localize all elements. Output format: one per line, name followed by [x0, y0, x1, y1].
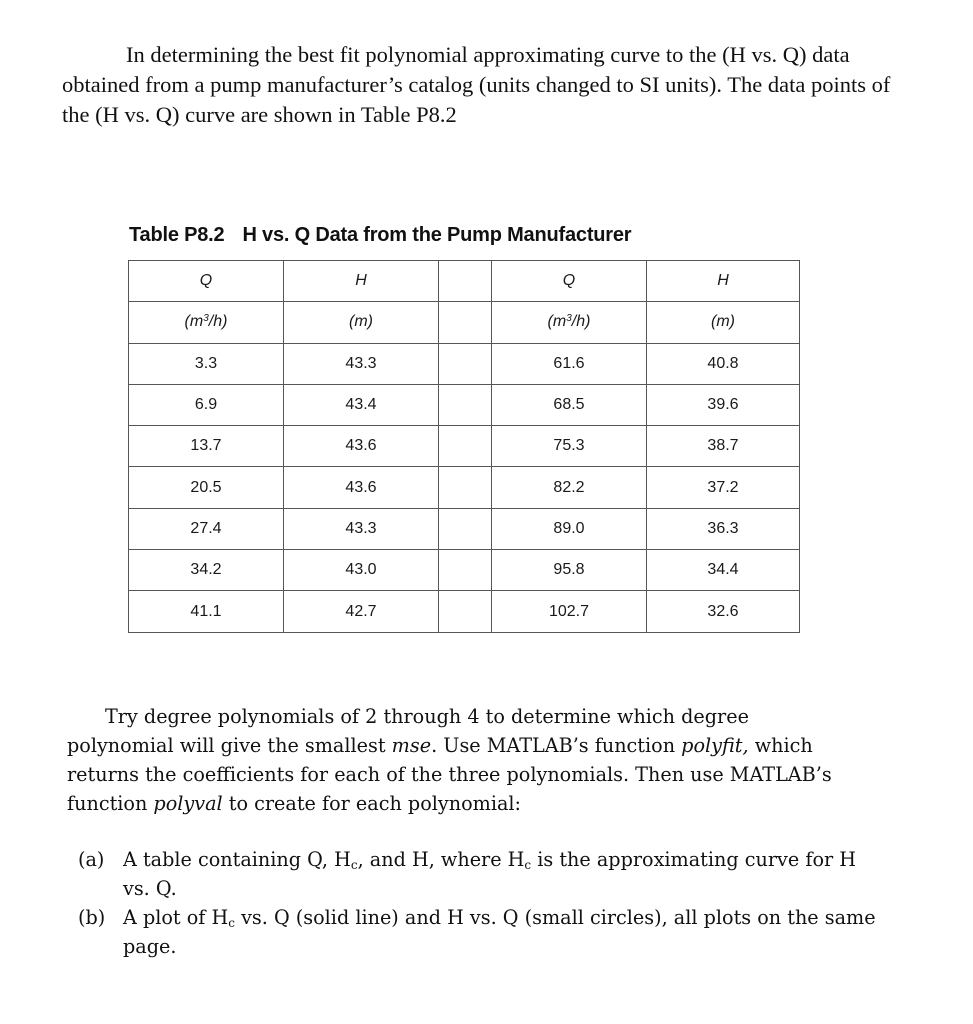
item-b: (b) A plot of Hc vs. Q (solid line) and H vs. Q (small circles), all plots on the same page. — [78, 903, 878, 961]
cell-q-right: 95.8 — [492, 550, 647, 591]
polyval-term: polyval — [153, 792, 223, 815]
cell-h-left: 43.3 — [284, 508, 439, 549]
cell-q-left: 3.3 — [129, 343, 284, 384]
table-row — [129, 550, 800, 591]
cell-h-left: 43.6 — [284, 426, 439, 467]
intro-paragraph: In determining the best fit polynomial approximating curve to the (H vs. Q) data obtained from a pump manufacturer’s catalog (units changed to SI units). The data points of the (H vs. Q) curve are shown in Table P8.2 — [62, 42, 891, 127]
mse-term: mse — [391, 734, 432, 757]
spacer-cell — [439, 384, 492, 425]
cell-q-left: 6.9 — [129, 384, 284, 425]
item-b-marker: (b) — [78, 906, 106, 929]
table-title: H vs. Q Data from the Pump Manufacturer — [242, 224, 632, 246]
cell-q-right: 61.6 — [492, 343, 647, 384]
table-number: Table P8.2 — [129, 224, 225, 246]
item-a-marker: (a) — [78, 848, 105, 871]
cell-q-right: 89.0 — [492, 508, 647, 549]
table-row — [129, 591, 800, 632]
spacer-cell — [439, 508, 492, 549]
cell-h-right: 34.4 — [647, 550, 800, 591]
unit-q-right: $(m^3/h)$ — [492, 302, 647, 343]
spacer-cell — [439, 550, 492, 591]
cell-h-right: 39.6 — [647, 384, 800, 425]
cell-h-right: 40.8 — [647, 343, 800, 384]
header-q-right: Q — [492, 261, 647, 302]
table-row — [129, 384, 800, 425]
table-caption — [129, 224, 631, 247]
cell-q-left: 20.5 — [129, 467, 284, 508]
cell-h-right: 38.7 — [647, 426, 800, 467]
spacer-cell — [439, 302, 492, 343]
table-row — [129, 343, 800, 384]
spacer-cell — [439, 467, 492, 508]
cell-h-right: 36.3 — [647, 508, 800, 549]
cell-h-left: 43.3 — [284, 343, 439, 384]
spacer-cell — [439, 426, 492, 467]
cell-q-left: 27.4 — [129, 508, 284, 549]
cell-h-right: 32.6 — [647, 591, 800, 632]
unit-h-left: (m) — [284, 302, 439, 343]
table-row — [129, 508, 800, 549]
header-q-left: Q — [129, 261, 284, 302]
cell-h-left: 43.6 — [284, 467, 439, 508]
spacer-cell — [439, 261, 492, 302]
cell-q-right: 102.7 — [492, 591, 647, 632]
header-row — [129, 261, 800, 302]
table-row — [129, 426, 800, 467]
cell-h-left: 43.0 — [284, 550, 439, 591]
units-row — [129, 302, 800, 343]
cell-q-right: 75.3 — [492, 426, 647, 467]
cell-q-left: 41.1 — [129, 591, 284, 632]
header-h-left: H — [284, 261, 439, 302]
task-paragraph: Try degree polynomials of 2 through 4 to determine which degree polynomial will give the smallest mse. Use MATLAB’s function polyfit, which returns the coefficients for each of the three polynomials. Then use MATLAB’s function polyval to create for each polynomial: — [67, 705, 832, 815]
task-items — [78, 845, 878, 961]
cell-h-right: 37.2 — [647, 467, 800, 508]
unit-q-left: $(m^3/h)$ — [129, 302, 284, 343]
cell-q-right: 68.5 — [492, 384, 647, 425]
table-row — [129, 467, 800, 508]
spacer-cell — [439, 591, 492, 632]
cell-q-left: 13.7 — [129, 426, 284, 467]
cell-h-left: 42.7 — [284, 591, 439, 632]
cell-q-left: 34.2 — [129, 550, 284, 591]
cell-q-right: 82.2 — [492, 467, 647, 508]
unit-h-right: (m) — [647, 302, 800, 343]
polyfit-term: polyfit, — [681, 734, 749, 757]
spacer-cell — [439, 343, 492, 384]
pump-data-table — [128, 260, 800, 633]
cell-h-left: 43.4 — [284, 384, 439, 425]
item-a: (a) A table containing Q, Hc, and H, where Hc is the approximating curve for H vs. Q. — [78, 845, 878, 903]
header-h-right: H — [647, 261, 800, 302]
